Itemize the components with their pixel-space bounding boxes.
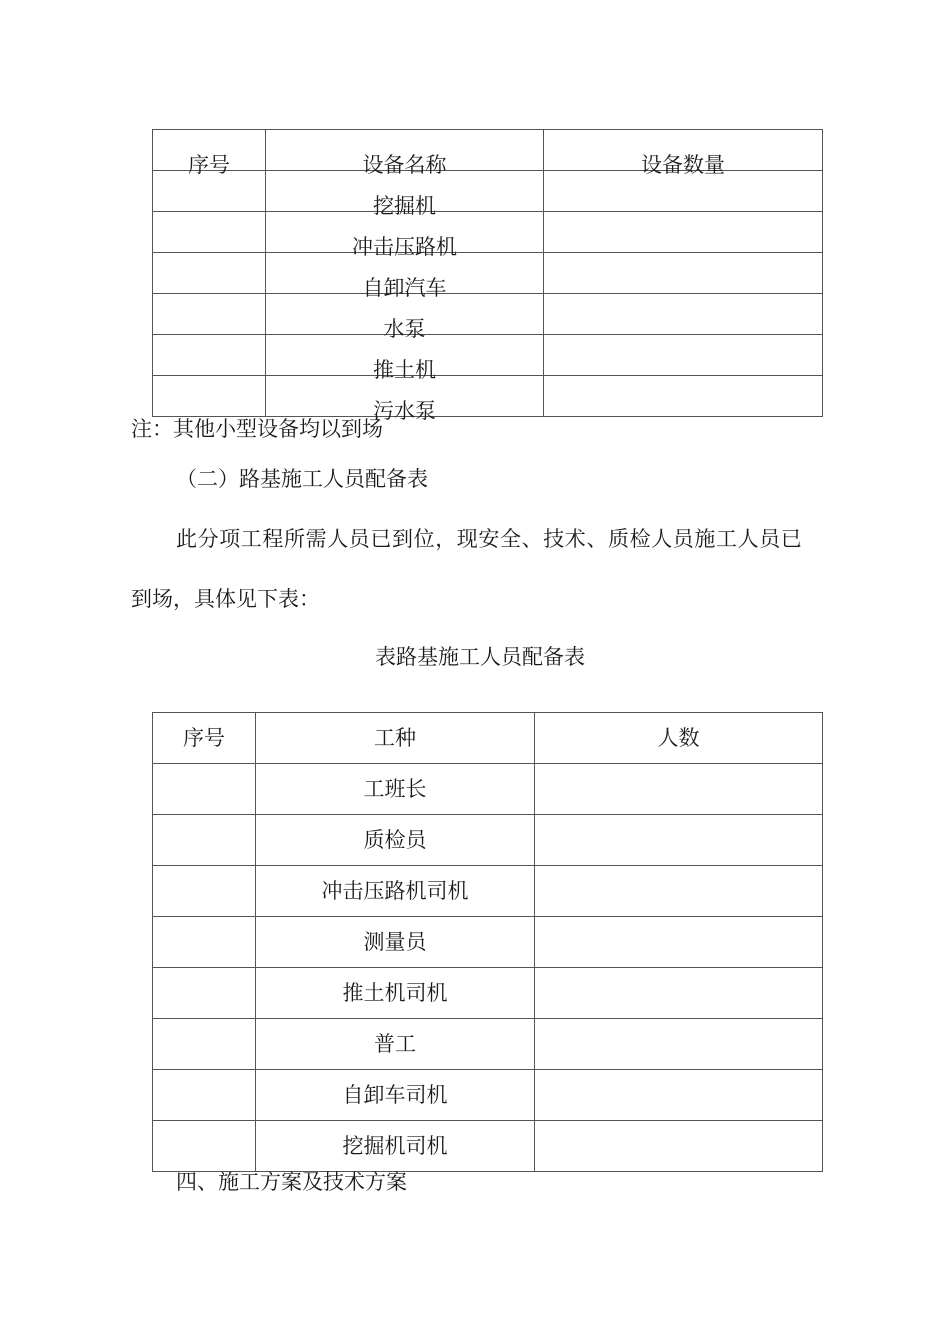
cell-type: 冲击压路机司机: [256, 866, 535, 917]
cell-no: [153, 1019, 256, 1070]
cell-type: 普工: [256, 1019, 535, 1070]
cell-no: [153, 376, 266, 417]
header-cell: 序号: [153, 130, 266, 171]
cell-no: [153, 335, 266, 376]
cell-type: 自卸车司机: [256, 1070, 535, 1121]
cell-qty: [544, 253, 823, 294]
cell-name: 推土机: [266, 335, 544, 376]
table-caption: 表路基施工人员配备表: [375, 645, 585, 669]
cell-no: [153, 764, 256, 815]
cell-type: 工班长: [256, 764, 535, 815]
cell-qty: [544, 335, 823, 376]
cell-name: 污水泵: [266, 376, 544, 417]
table-row: [153, 917, 823, 968]
cell-no: [153, 212, 266, 253]
cell-count: [535, 1121, 823, 1172]
cell-no: [153, 815, 256, 866]
cell-name: 挖掘机: [266, 171, 544, 212]
table-row: [153, 764, 823, 815]
header-cell: 设备数量: [544, 130, 823, 171]
cell-name: 冲击压路机: [266, 212, 544, 253]
table-row: [153, 335, 823, 376]
table-row: [153, 1070, 823, 1121]
cell-count: [535, 1070, 823, 1121]
header-cell: 人数: [535, 713, 823, 764]
cell-count: [535, 917, 823, 968]
cell-type: 测量员: [256, 917, 535, 968]
cell-no: [153, 1121, 256, 1172]
cell-no: [153, 917, 256, 968]
table-row: [153, 815, 823, 866]
staff-table: [152, 712, 823, 1172]
table-row: [153, 253, 823, 294]
equipment-table: [152, 129, 823, 423]
header-cell: 序号: [153, 713, 256, 764]
cell-count: [535, 764, 823, 815]
cell-no: [153, 1070, 256, 1121]
section-heading: （二）路基施工人员配备表: [176, 467, 428, 491]
table-note: 注：其他小型设备均以到场: [131, 417, 383, 441]
cell-count: [535, 968, 823, 1019]
table-row: [153, 1121, 823, 1172]
table-header-row: [153, 130, 823, 171]
cell-no: [153, 866, 256, 917]
table-row: [153, 968, 823, 1019]
cell-count: [535, 1019, 823, 1070]
cell-no: [153, 294, 266, 335]
cell-name: 自卸汽车: [266, 253, 544, 294]
header-cell: 设备名称: [266, 130, 544, 171]
cell-qty: [544, 294, 823, 335]
header-cell: 工种: [256, 713, 535, 764]
cell-count: [535, 866, 823, 917]
cell-name: 水泵: [266, 294, 544, 335]
cell-type: 质检员: [256, 815, 535, 866]
table-row: [153, 294, 823, 335]
cell-type: 挖掘机司机: [256, 1121, 535, 1172]
paragraph-line-1: 此分项工程所需人员已到位，现安全、技术、质检人员施工人员已: [176, 527, 803, 551]
cell-count: [535, 815, 823, 866]
table-row: [153, 212, 823, 253]
cell-type: 推土机司机: [256, 968, 535, 1019]
paragraph-line-2: 到场，具体见下表：: [131, 587, 320, 611]
table-row: [153, 376, 823, 417]
table-row: [153, 1019, 823, 1070]
table-row: [153, 866, 823, 917]
cell-qty: [544, 376, 823, 417]
cell-no: [153, 968, 256, 1019]
cell-qty: [544, 212, 823, 253]
table-header-row: [153, 713, 823, 764]
cell-no: [153, 253, 266, 294]
section-heading-4: 四、施工方案及技术方案: [176, 1170, 407, 1194]
